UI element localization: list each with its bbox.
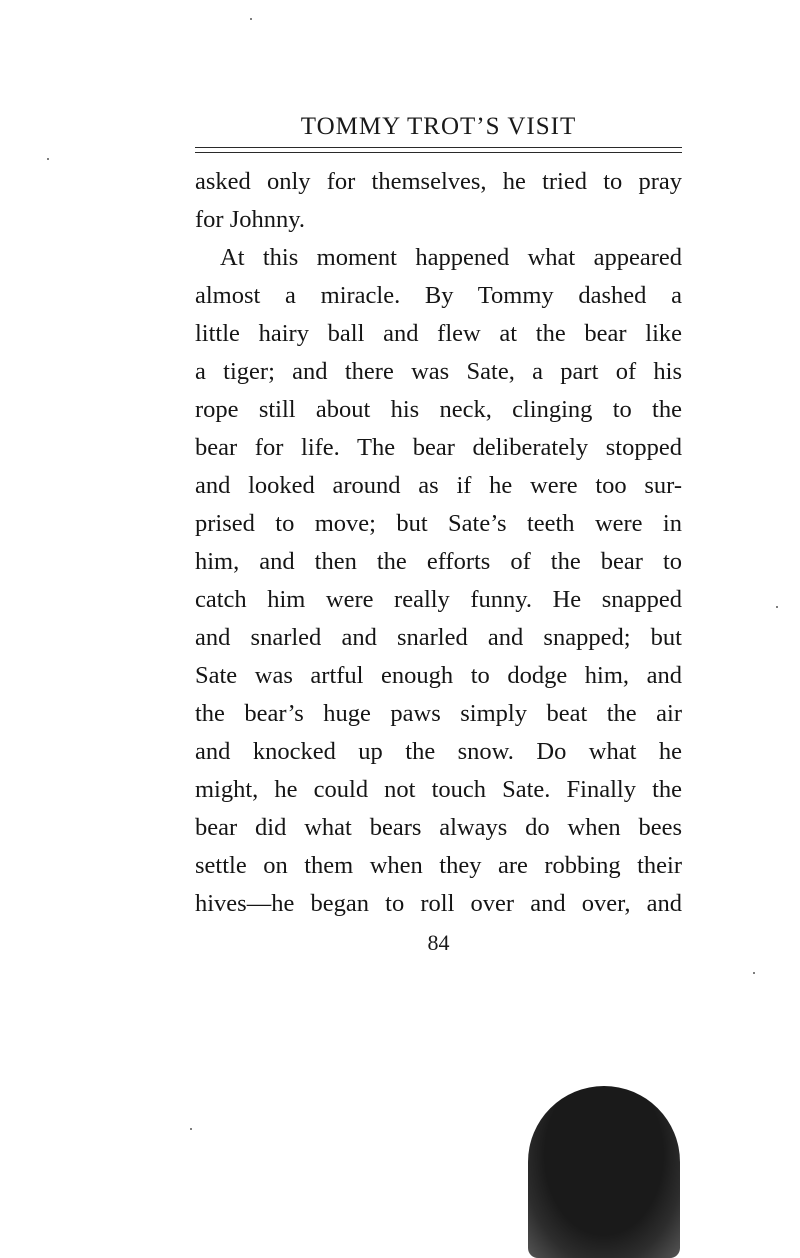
text-line: almost a miracle. By Tommy dashed a bbox=[195, 282, 682, 309]
scan-speck bbox=[753, 972, 755, 974]
scan-speck bbox=[190, 1128, 192, 1130]
scan-speck bbox=[47, 158, 49, 160]
text-line: the bear’s huge paws simply beat the air bbox=[195, 700, 682, 727]
scan-speck bbox=[250, 18, 252, 20]
text-line: might, he could not touch Sate. Finally the bbox=[195, 776, 682, 803]
running-head: TOMMY TROT’S VISIT bbox=[300, 113, 577, 140]
header-rule-top bbox=[195, 147, 682, 148]
text-line: settle on them when they are robbing their bbox=[195, 852, 682, 879]
text-line: Sate was artful enough to dodge him, and bbox=[195, 662, 682, 689]
text-line: rope still about his neck, clinging to the bbox=[195, 396, 682, 423]
text-line: catch him were really funny. He snapped bbox=[195, 586, 682, 613]
text-line: bear did what bears always do when bees bbox=[195, 814, 682, 841]
text-line: At this moment happened what appeared bbox=[220, 244, 682, 271]
text-line: a tiger; and there was Sate, a part of his bbox=[195, 358, 682, 385]
text-line: and looked around as if he were too sur- bbox=[195, 472, 682, 499]
text-line: hives—he began to roll over and over, and bbox=[195, 890, 682, 917]
text-line: for Johnny. bbox=[195, 206, 306, 233]
text-line: asked only for themselves, he tried to pray bbox=[195, 168, 682, 195]
text-line: and knocked up the snow. Do what he bbox=[195, 738, 682, 765]
page-number: 84 bbox=[427, 930, 450, 955]
thumb-shadow bbox=[528, 1086, 680, 1258]
header-rule-bottom bbox=[195, 152, 682, 153]
text-line: him, and then the efforts of the bear to bbox=[195, 548, 682, 575]
text-line: prised to move; but Sate’s teeth were in bbox=[195, 510, 682, 537]
text-line: bear for life. The bear deliberately stopped bbox=[195, 434, 682, 461]
text-line: little hairy ball and flew at the bear like bbox=[195, 320, 682, 347]
scan-speck bbox=[776, 606, 778, 608]
text-line: and snarled and snarled and snapped; but bbox=[195, 624, 682, 651]
